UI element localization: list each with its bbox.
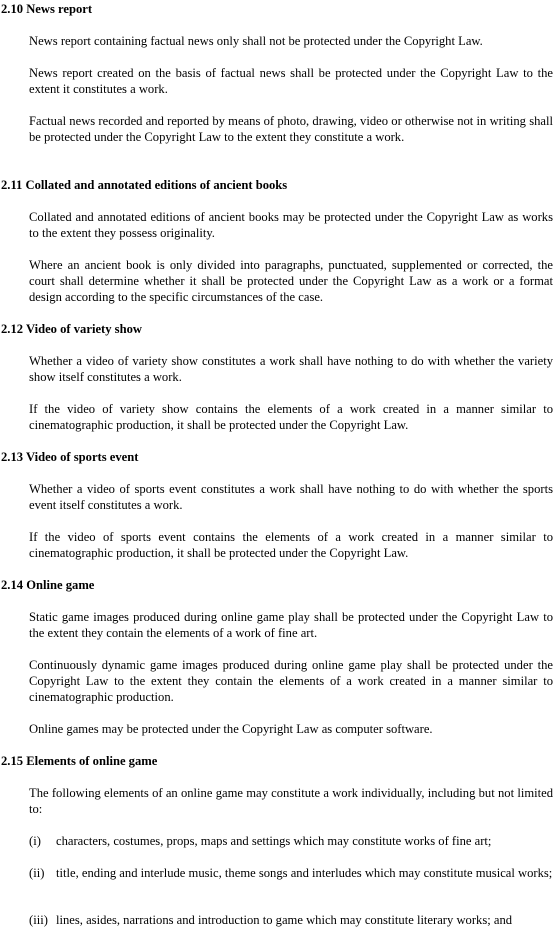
list-item-number: (ii) [29, 866, 45, 880]
paragraph: Factual news recorded and reported by means of photo, drawing, video or otherwise not in writing shall be protected under the Copyright Law to the extent they constitute a work. [29, 114, 553, 144]
section-heading: 2.14 Online game [1, 578, 95, 592]
paragraph: If the video of sports event contains the elements of a work created in a manner similar to cinematographic production, it shall be protected under the Copyright Law. [29, 530, 553, 560]
paragraph: Online games may be protected under the Copyright Law as computer software. [29, 722, 433, 736]
section-heading: 2.13 Video of sports event [1, 450, 139, 464]
paragraph: If the video of variety show contains the elements of a work created in a manner similar to cinematographic production, it shall be protected under the Copyright Law. [29, 402, 553, 432]
list-item-number: (i) [29, 834, 41, 848]
list-item-text: lines, asides, narrations and introduction to game which may constitute literary works; and [56, 913, 513, 927]
section-heading: 2.11 Collated and annotated editions of ancient books [1, 178, 288, 192]
list-item-text: characters, costumes, props, maps and settings which may constitute works of fine art; [56, 834, 492, 848]
paragraph: The following elements of an online game may constitute a work individually, including but not limited to: [29, 786, 553, 816]
section-heading: 2.15 Elements of online game [1, 754, 158, 768]
paragraph: Where an ancient book is only divided into paragraphs, punctuated, supplemented or corrected, the court shall determine whether it shall be protected under the Copyright Law as a work or a format design according to the specific circumstances of the case. [29, 258, 553, 304]
paragraph: News report created on the basis of factual news shall be protected under the Copyright Law to the extent it constitutes a work. [29, 66, 553, 96]
list-item-text: title, ending and interlude music, theme songs and interludes which may constitute musical works; [56, 866, 553, 880]
paragraph: News report containing factual news only shall not be protected under the Copyright Law. [29, 34, 483, 48]
paragraph: Whether a video of variety show constitutes a work shall have nothing to do with whether the variety show itself constitutes a work. [29, 354, 553, 384]
paragraph: Whether a video of sports event constitutes a work shall have nothing to do with whether the sports event itself constitutes a work. [29, 482, 553, 512]
paragraph: Continuously dynamic game images produced during online game play shall be protected under the Copyright Law to the extent they contain the elements of a work created in a manner similar to cinematographic production. [29, 658, 553, 704]
section-heading: 2.12 Video of variety show [1, 322, 142, 336]
list-item-number: (iii) [29, 913, 48, 927]
paragraph: Static game images produced during online game play shall be protected under the Copyright Law to the extent they contain the elements of a work of fine art. [29, 610, 553, 640]
paragraph: Collated and annotated editions of ancient books may be protected under the Copyright Law as works to the extent they possess originality. [29, 210, 553, 240]
section-heading: 2.10 News report [1, 2, 93, 16]
